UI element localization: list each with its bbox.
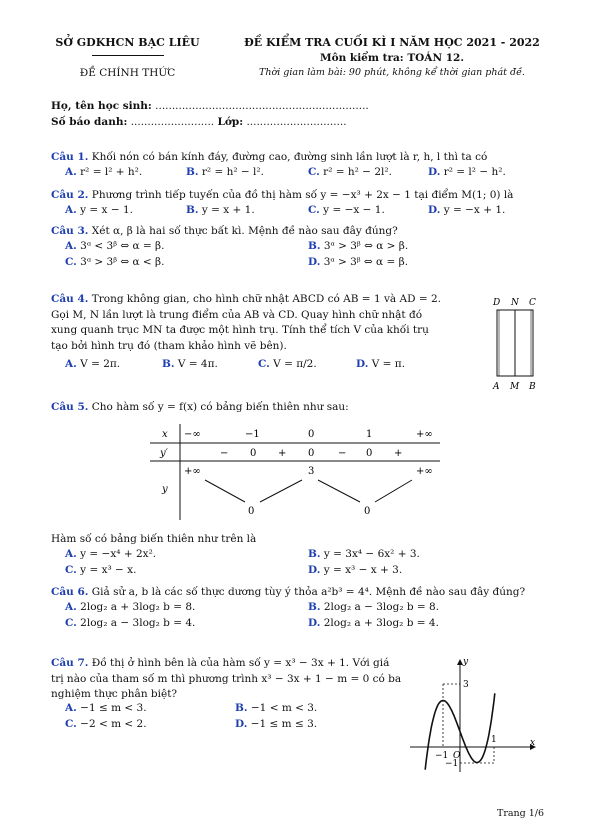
q4-option-c[interactable]: C. V = π/2.	[258, 358, 317, 370]
q4-option-a[interactable]: A. V = 2π.	[65, 358, 121, 370]
dy-sign: 0	[308, 448, 315, 459]
student-id-field[interactable]: .........................	[130, 116, 215, 128]
q7-option-c[interactable]: C. −2 < m < 2.	[65, 718, 147, 730]
graph-label-origin: O	[453, 751, 461, 761]
x-value: +∞	[416, 429, 433, 440]
question-number: Câu 7.	[51, 657, 89, 669]
dy-sign: 0	[366, 448, 373, 459]
official-label: ĐỀ CHÍNH THỨC	[79, 67, 176, 79]
question-3	[51, 224, 398, 240]
cubic-graph	[405, 652, 545, 777]
question-number: Câu 6.	[51, 586, 89, 598]
dy-sign: −	[338, 448, 347, 459]
student-id-line	[51, 116, 347, 128]
q7-option-d[interactable]: D. −1 ≤ m ≤ 3.	[235, 718, 318, 730]
q6-option-c[interactable]: C. 2log₂ a − 3log₂ b = 4.	[65, 617, 196, 629]
table-y-label: y	[162, 484, 168, 495]
q1-option-b[interactable]: B. r² = h² − l².	[186, 166, 264, 178]
question-text: Cho hàm số y = f(x) có bảng biến thiên như sau:	[91, 401, 349, 413]
q5-option-d[interactable]: D. y = x³ − x + 3.	[308, 564, 403, 576]
question-number: Câu 3.	[51, 225, 89, 237]
label-c: C	[529, 298, 536, 308]
x-value: −1	[245, 429, 260, 440]
q1-option-a[interactable]: A. r² = l² + h².	[65, 166, 143, 178]
question-text: Khối nón có bán kính đáy, đường cao, đường sinh lần lượt là r, h, l thì ta có	[91, 151, 488, 163]
dy-sign: 0	[250, 448, 257, 459]
graph-label-neg1-x: −1	[435, 751, 449, 761]
q6-option-b[interactable]: B. 2log₂ a − 3log₂ b = 8.	[308, 601, 440, 613]
question-text: tạo bởi hình trụ đó (tham khảo hình vẽ bên).	[51, 339, 287, 352]
question-2	[51, 188, 513, 204]
q4-option-d[interactable]: D. V = π.	[356, 358, 406, 370]
graph-x-label: x	[530, 738, 536, 748]
q5-option-c[interactable]: C. y = x³ − x.	[65, 564, 137, 576]
q2-option-a[interactable]: A. y = x − 1.	[65, 204, 133, 216]
variation-table	[150, 424, 440, 520]
q3-option-a[interactable]: A. 3ᵅ < 3ᵝ ⇔ α = β.	[65, 240, 165, 252]
y-value: 0	[248, 506, 255, 517]
q3-option-c[interactable]: C. 3ᵅ > 3ᵝ ⇔ α < β.	[65, 256, 165, 268]
student-id-label: Số báo danh:	[51, 116, 128, 128]
class-field[interactable]: ..............................	[246, 116, 347, 128]
question-4	[51, 292, 441, 354]
label-n: N	[511, 298, 519, 308]
question-number: Câu 1.	[51, 151, 89, 163]
student-name-field[interactable]: ................................................................	[155, 100, 369, 112]
question-text: xung quanh trục MN ta được một hình trụ. Tính thể tích V của khối trụ	[51, 324, 429, 336]
student-name-line	[51, 100, 369, 112]
question-5-followup: Hàm số có bảng biến thiên như trên là	[51, 533, 257, 545]
dy-sign: −	[220, 448, 229, 459]
rectangle-figure	[490, 296, 545, 392]
question-text: Trong không gian, cho hình chữ nhật ABCD có AB = 1 và AD = 2.	[91, 293, 441, 305]
page-number: Trang 1/6	[497, 808, 545, 819]
question-1	[51, 150, 487, 166]
header-divider	[92, 55, 164, 56]
q2-option-d[interactable]: D. y = −x + 1.	[428, 204, 506, 216]
q7-option-a[interactable]: A. −1 ≤ m < 3.	[65, 702, 147, 714]
q6-option-d[interactable]: D. 2log₂ a + 3log₂ b = 4.	[308, 617, 439, 629]
label-a: A	[493, 382, 500, 392]
graph-label-1: 1	[491, 735, 497, 745]
question-5	[51, 400, 349, 416]
graph-label-3: 3	[463, 680, 469, 690]
dy-sign: +	[278, 448, 287, 459]
graph-label-neg1-y: −1	[445, 759, 459, 769]
label-m: M	[510, 382, 520, 392]
exam-time: Thời gian làm bài: 90 phút, không kể thời gian phát đề.	[259, 67, 525, 78]
x-value: −∞	[184, 429, 201, 440]
student-name-label: Họ, tên học sinh:	[51, 100, 152, 112]
y-value: +∞	[416, 466, 433, 477]
q5-option-a[interactable]: A. y = −x⁴ + 2x².	[65, 548, 157, 560]
class-label: Lớp:	[217, 116, 244, 128]
graph-y-label: y	[463, 657, 469, 667]
question-6	[51, 585, 525, 601]
question-text: Phương trình tiếp tuyến của đồ thị hàm số y = −x³ + 2x − 1 tại điểm M(1; 0) là	[91, 189, 514, 201]
department-name: SỞ GDKHCN BẠC LIÊU	[55, 36, 200, 49]
question-text: Gọi M, N lần lượt là trung điểm của AB và CD. Quay hình chữ nhật đó	[51, 308, 423, 321]
q1-option-d[interactable]: D. r² = l² − h².	[428, 166, 506, 178]
y-value: 0	[364, 506, 371, 517]
question-text: Xét α, β là hai số thực bất kì. Mệnh đề nào sau đây đúng?	[91, 225, 398, 237]
y-value: +∞	[184, 466, 201, 477]
question-text: Giả sử a, b là các số thực dương tùy ý thỏa a²b³ = 4⁴. Mệnh đề nào sau đây đúng?	[91, 586, 526, 598]
dy-sign: +	[394, 448, 403, 459]
q2-option-c[interactable]: C. y = −x − 1.	[308, 204, 385, 216]
question-number: Câu 2.	[51, 189, 89, 201]
table-x-label: x	[162, 429, 168, 440]
question-number: Câu 5.	[51, 401, 89, 413]
x-value: 0	[308, 429, 315, 440]
question-7	[51, 656, 401, 703]
question-text: Đồ thị ở hình bên là của hàm số y = x³ − 3x + 1. Với giá	[91, 657, 390, 669]
x-value: 1	[366, 429, 373, 440]
question-text: nghiệm thực phân biệt?	[51, 688, 178, 700]
q1-option-c[interactable]: C. r² = h² − 2l².	[308, 166, 392, 178]
q7-option-b[interactable]: B. −1 < m < 3.	[235, 702, 318, 714]
question-number: Câu 4.	[51, 293, 89, 305]
q3-option-b[interactable]: B. 3ᵅ > 3ᵝ ⇔ α > β.	[308, 240, 409, 252]
table-dy-label: y′	[160, 448, 168, 459]
question-text: trị nào của tham số m thì phương trình x³ − 3x + 1 − m = 0 có ba	[51, 672, 402, 685]
label-d: D	[493, 298, 501, 308]
exam-subject: Môn kiểm tra: TOÁN 12.	[320, 52, 464, 64]
q5-option-b[interactable]: B. y = 3x⁴ − 6x² + 3.	[308, 548, 420, 560]
exam-title: ĐỀ KIỂM TRA CUỐI KÌ I NĂM HỌC 2021 - 2022	[244, 36, 540, 49]
y-value: 3	[308, 466, 315, 477]
q2-option-b[interactable]: B. y = x + 1.	[186, 204, 255, 216]
q4-option-b[interactable]: B. V = 4π.	[162, 358, 218, 370]
q3-option-d[interactable]: D. 3ᵅ > 3ᵝ ⇔ α = β.	[308, 256, 409, 268]
q6-option-a[interactable]: A. 2log₂ a + 3log₂ b = 8.	[65, 601, 196, 613]
label-b: B	[529, 382, 536, 392]
